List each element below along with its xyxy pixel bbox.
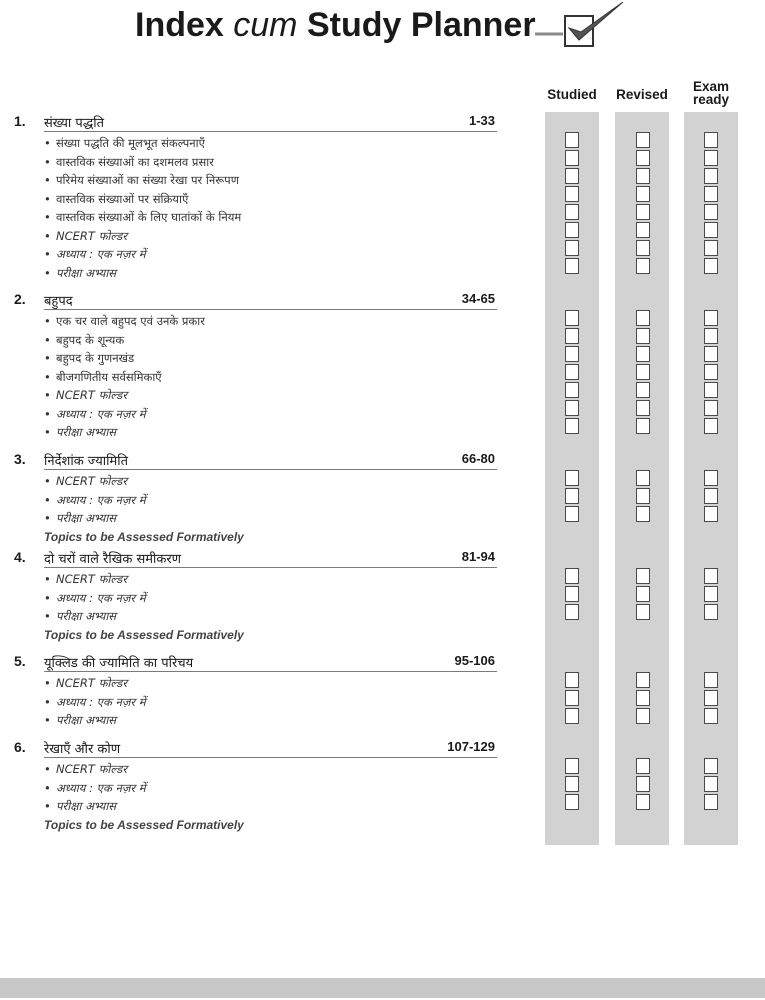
bullet-icon: •: [44, 173, 51, 187]
topic-item: [44, 333, 124, 348]
topic-item: [44, 609, 116, 624]
bullet-icon: •: [44, 474, 51, 488]
planner-checkbox[interactable]: [636, 776, 650, 792]
bullet-icon: •: [44, 713, 51, 727]
topic-text: NCERT फोल्डर: [56, 572, 128, 586]
bullet-icon: •: [44, 351, 51, 365]
planner-checkbox[interactable]: [636, 400, 650, 416]
title-index: Index: [135, 6, 224, 44]
topic-item: [44, 695, 146, 710]
bullet-icon: •: [44, 136, 51, 150]
topic-text: वास्तविक संख्याओं के लिए घातांकों के नियम: [56, 210, 242, 224]
planner-checkbox[interactable]: [704, 186, 718, 202]
topic-text: NCERT फोल्डर: [56, 676, 128, 690]
planner-checkbox[interactable]: [565, 258, 579, 274]
topic-item: [44, 136, 205, 151]
topic-item: [44, 762, 127, 777]
topic-item: [44, 210, 241, 225]
topic-text: संख्या पद्धति की मूलभूत संकल्पनाएँ: [56, 136, 205, 150]
topic-text: एक चर वाले बहुपद एवं उनके प्रकार: [56, 314, 205, 328]
bullet-icon: •: [44, 799, 51, 813]
bullet-icon: •: [44, 780, 51, 795]
topic-item: [44, 511, 116, 526]
topic-text: परीक्षा अभ्यास: [56, 511, 117, 525]
chapter-number: 5.: [14, 653, 26, 669]
planner-checkbox[interactable]: [636, 240, 650, 256]
planner-checkbox[interactable]: [636, 258, 650, 274]
chapter-number: 4.: [14, 549, 26, 565]
topic-item: [44, 781, 146, 796]
planner-checkbox[interactable]: [704, 708, 718, 724]
checkmark-icon: [533, 0, 627, 52]
planner-checkbox[interactable]: [704, 672, 718, 688]
topic-item: [44, 314, 205, 329]
bullet-icon: •: [44, 228, 51, 243]
topic-item: [44, 713, 116, 728]
bullet-icon: •: [44, 492, 51, 507]
topic-item: [44, 572, 127, 587]
formative-topics-note: Topics to be Assessed Formatively: [44, 817, 244, 832]
topic-item: [44, 173, 239, 188]
planner-checkbox[interactable]: [636, 186, 650, 202]
planner-checkbox[interactable]: [565, 222, 579, 238]
planner-checkbox[interactable]: [704, 382, 718, 398]
bullet-icon: •: [44, 406, 51, 421]
chapter-rule: [44, 469, 497, 470]
planner-checkbox[interactable]: [704, 168, 718, 184]
chapter-title: निर्देशांक ज्यामिति: [44, 454, 129, 469]
topic-text: अध्याय : एक नज़र में: [56, 406, 146, 421]
bullet-icon: •: [44, 425, 51, 439]
planner-checkbox[interactable]: [636, 346, 650, 362]
column-header: Studied: [547, 87, 597, 102]
planner-checkbox[interactable]: [565, 568, 579, 584]
planner-checkbox[interactable]: [565, 400, 579, 416]
planner-checkbox[interactable]: [565, 776, 579, 792]
planner-checkbox[interactable]: [704, 258, 718, 274]
chapter-title: बहुपद: [44, 294, 73, 309]
planner-checkbox[interactable]: [636, 604, 650, 620]
chapter-rule: [44, 131, 497, 132]
planner-checkbox[interactable]: [704, 470, 718, 486]
chapter-number: 2.: [14, 291, 26, 307]
planner-checkbox[interactable]: [636, 708, 650, 724]
chapter-pages: 1-33: [468, 113, 495, 128]
topic-item: [44, 407, 146, 422]
page-title: [135, 6, 536, 50]
planner-checkbox[interactable]: [636, 132, 650, 148]
topic-text: अध्याय : एक नज़र में: [56, 247, 146, 261]
topic-text: NCERT फोल्डर: [56, 762, 128, 776]
planner-checkbox[interactable]: [636, 506, 650, 522]
topic-text: परीक्षा अभ्यास: [56, 265, 117, 280]
topic-item: [44, 493, 146, 508]
planner-checkbox[interactable]: [636, 168, 650, 184]
planner-checkbox[interactable]: [565, 708, 579, 724]
planner-checkbox[interactable]: [704, 690, 718, 706]
chapter-pages: 95-106: [454, 653, 495, 668]
planner-checkbox[interactable]: [704, 222, 718, 238]
topic-item: [44, 799, 116, 814]
chapter-number: 1.: [14, 113, 26, 129]
topic-item: [44, 192, 188, 207]
planner-checkbox[interactable]: [565, 240, 579, 256]
planner-checkbox[interactable]: [565, 132, 579, 148]
bullet-icon: •: [44, 210, 51, 224]
planner-checkbox[interactable]: [565, 186, 579, 202]
planner-checkbox[interactable]: [565, 690, 579, 706]
planner-checkbox[interactable]: [704, 400, 718, 416]
topic-item: [44, 425, 116, 440]
planner-checkbox[interactable]: [636, 310, 650, 326]
bullet-icon: •: [44, 369, 51, 384]
topic-item: [44, 229, 127, 244]
bullet-icon: •: [44, 609, 51, 623]
planner-checkbox[interactable]: [704, 310, 718, 326]
topic-text: बहुपद के शून्यक: [56, 332, 125, 347]
topic-text: परीक्षा अभ्यास: [56, 425, 117, 439]
planner-checkbox[interactable]: [704, 586, 718, 602]
topic-text: परिमेय संख्याओं का संख्या रेखा पर निरूपण: [56, 173, 240, 187]
planner-checkbox[interactable]: [636, 568, 650, 584]
planner-checkbox[interactable]: [636, 382, 650, 398]
planner-checkbox[interactable]: [565, 586, 579, 602]
planner-checkbox[interactable]: [636, 470, 650, 486]
chapter-rule: [44, 757, 497, 758]
planner-checkbox[interactable]: [704, 506, 718, 522]
chapter-rule: [44, 567, 497, 568]
planner-checkbox[interactable]: [565, 364, 579, 380]
planner-checkbox[interactable]: [704, 418, 718, 434]
planner-checkbox[interactable]: [704, 604, 718, 620]
planner-checkbox[interactable]: [565, 794, 579, 810]
planner-checkbox[interactable]: [565, 346, 579, 362]
topic-text: अध्याय : एक नज़र में: [56, 694, 146, 709]
title-study-planner: Study Planner: [306, 6, 536, 44]
topic-item: [44, 388, 127, 403]
topic-item: [44, 474, 127, 489]
planner-checkbox[interactable]: [565, 758, 579, 774]
planner-checkbox[interactable]: [636, 488, 650, 504]
planner-checkbox[interactable]: [636, 794, 650, 810]
bullet-icon: •: [44, 511, 51, 525]
bullet-icon: •: [44, 247, 51, 261]
planner-checkbox[interactable]: [704, 204, 718, 220]
chapter-pages: 66-80: [461, 451, 495, 466]
topic-item: [44, 351, 134, 366]
topic-item: [44, 591, 146, 606]
topic-text: बहुपद के गुणनखंड: [56, 351, 135, 365]
bullet-icon: •: [44, 388, 51, 402]
bullet-icon: •: [44, 676, 51, 690]
bullet-icon: •: [44, 590, 51, 605]
topic-text: NCERT फोल्डर: [56, 228, 128, 243]
topic-text: NCERT फोल्डर: [56, 474, 128, 488]
topic-text: परीक्षा अभ्यास: [56, 713, 117, 727]
topic-text: अध्याय : एक नज़र में: [56, 590, 146, 605]
planner-checkbox[interactable]: [636, 586, 650, 602]
planner-checkbox[interactable]: [704, 346, 718, 362]
planner-checkbox[interactable]: [704, 794, 718, 810]
planner-checkbox[interactable]: [565, 604, 579, 620]
bullet-icon: •: [44, 314, 51, 328]
topic-item: [44, 247, 146, 262]
planner-checkbox[interactable]: [565, 328, 579, 344]
formative-topics-note: Topics to be Assessed Formatively: [44, 529, 244, 544]
chapter-rule: [44, 671, 497, 672]
planner-checkbox[interactable]: [636, 418, 650, 434]
title-cum: cum: [233, 6, 298, 44]
planner-checkbox[interactable]: [636, 204, 650, 220]
planner-checkbox[interactable]: [704, 132, 718, 148]
topic-item: [44, 676, 127, 691]
chapter-title: दो चरों वाले रैखिक समीकरण: [44, 552, 182, 567]
bullet-icon: •: [44, 332, 51, 347]
planner-checkbox[interactable]: [636, 150, 650, 166]
topic-text: परीक्षा अभ्यास: [56, 609, 117, 623]
bullet-icon: •: [44, 762, 51, 776]
chapter-title: यूक्लिड की ज्यामिति का परिचय: [44, 656, 194, 671]
bullet-icon: •: [44, 265, 51, 280]
planner-checkbox[interactable]: [704, 150, 718, 166]
planner-checkbox[interactable]: [704, 488, 718, 504]
planner-checkbox[interactable]: [636, 222, 650, 238]
chapter-number: 3.: [14, 451, 26, 467]
chapter-pages: 81-94: [461, 549, 495, 564]
footer-bar: [0, 978, 765, 998]
topic-text: बीजगणितीय सर्वसमिकाएँ: [56, 369, 162, 384]
planner-checkbox[interactable]: [565, 418, 579, 434]
planner-checkbox[interactable]: [636, 758, 650, 774]
planner-checkbox[interactable]: [636, 328, 650, 344]
planner-checkbox[interactable]: [704, 776, 718, 792]
bullet-icon: •: [44, 694, 51, 709]
planner-checkbox[interactable]: [565, 672, 579, 688]
topic-item: [44, 155, 214, 170]
planner-checkbox[interactable]: [565, 506, 579, 522]
planner-checkbox[interactable]: [704, 328, 718, 344]
planner-checkbox[interactable]: [565, 470, 579, 486]
topic-text: अध्याय : एक नज़र में: [56, 492, 146, 507]
bullet-icon: •: [44, 191, 51, 206]
chapter-pages: 34-65: [461, 291, 495, 306]
planner-checkbox[interactable]: [636, 364, 650, 380]
bullet-icon: •: [44, 572, 51, 586]
planner-checkbox[interactable]: [704, 240, 718, 256]
column-header: Revised: [616, 87, 668, 102]
planner-checkbox[interactable]: [704, 364, 718, 380]
chapter-title: रेखाएँ और कोण: [44, 742, 121, 757]
formative-topics-note: Topics to be Assessed Formatively: [44, 627, 244, 642]
chapter-title: संख्या पद्धति: [44, 116, 104, 131]
planner-checkbox[interactable]: [636, 672, 650, 688]
topic-text: परीक्षा अभ्यास: [56, 799, 117, 813]
planner-checkbox[interactable]: [704, 568, 718, 584]
planner-checkbox[interactable]: [636, 690, 650, 706]
chapter-rule: [44, 309, 497, 310]
chapter-pages: 107-129: [447, 739, 495, 754]
topic-text: NCERT फोल्डर: [56, 388, 128, 402]
planner-checkbox[interactable]: [565, 168, 579, 184]
column-header: Exam ready: [692, 79, 730, 107]
planner-checkbox[interactable]: [565, 488, 579, 504]
planner-checkbox[interactable]: [565, 310, 579, 326]
planner-checkbox[interactable]: [565, 204, 579, 220]
topic-text: वास्तविक संख्याओं का दशमलव प्रसार: [56, 154, 214, 169]
planner-checkbox[interactable]: [565, 150, 579, 166]
planner-checkbox[interactable]: [565, 382, 579, 398]
topic-item: [44, 266, 116, 281]
topic-item: [44, 370, 162, 385]
chapter-number: 6.: [14, 739, 26, 755]
topic-text: अध्याय : एक नज़र में: [56, 780, 146, 795]
planner-checkbox[interactable]: [704, 758, 718, 774]
topic-text: वास्तविक संख्याओं पर संक्रियाएँ: [56, 191, 189, 206]
bullet-icon: •: [44, 154, 51, 169]
